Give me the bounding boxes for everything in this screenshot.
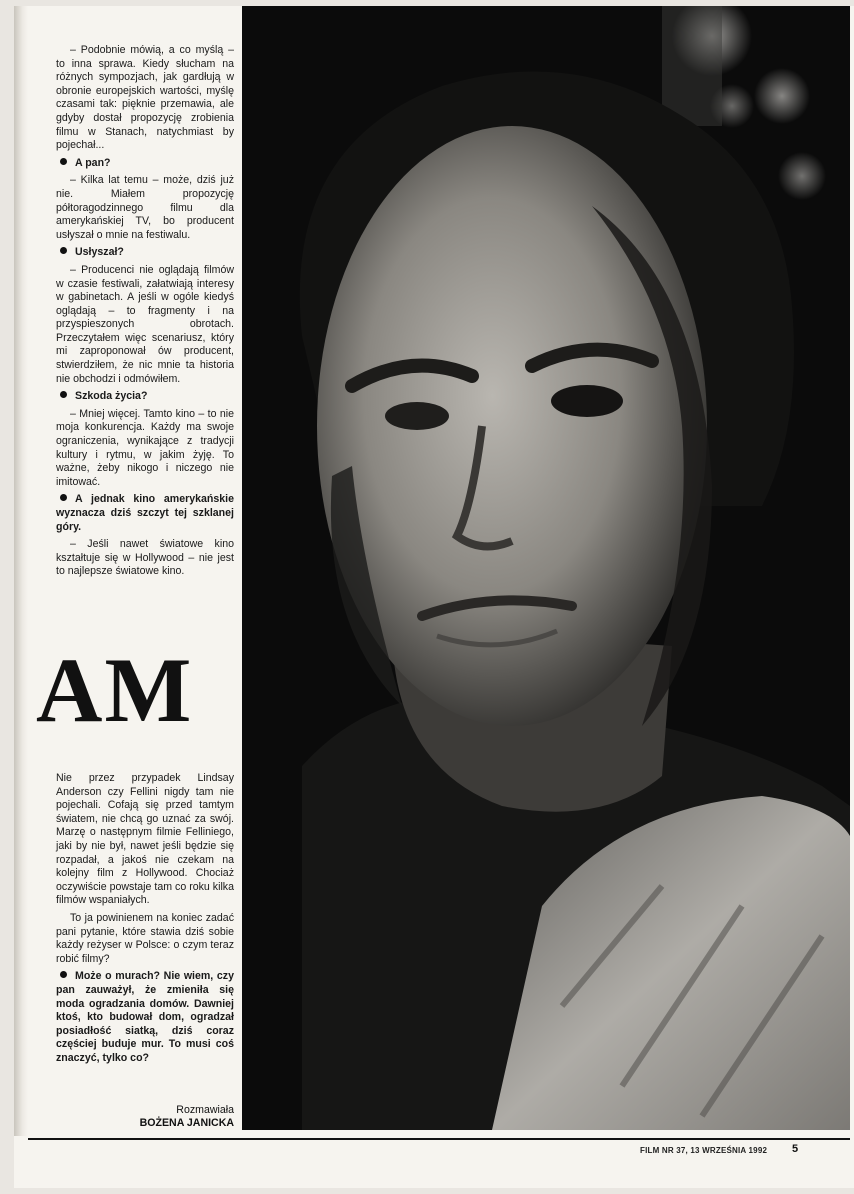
question-text: Szkoda życia? [75,390,148,403]
answer-paragraph: Nie przez przypadek Lindsay Anderson czy Fellini nigdy tam nie pojechali. Cofają się przed tamtym światem, nie chcą go uznać za swój. Marzę o następnym filmie Felliniego, jaki by nie był, nawet jeśli będzie się rozpadał, a jakoś nie czekam na kolejny film z Hollywood. Chociaż oczywiście powstaje tam co roku kilka filmów wspaniałych. [56,772,234,907]
question-paragraph [56,390,234,404]
question-paragraph [56,157,234,171]
answer-paragraph: – Podobnie mówią, a co myślą – to inna sprawa. Kiedy słucham na różnych sympozjach, jak gardłują w obronie europejskich wartości, myślę czasami tak: pięknie przemawia, ale gdyby dostał propozycję zrobienia filmu w Stanach, natychmiast by pojechał... [56,44,234,152]
portrait-photo [242,6,850,1130]
page-number: 5 [792,1143,799,1155]
page-spine-shadow [14,6,28,1136]
question-paragraph [56,970,234,1065]
bullet-icon [60,971,67,978]
answer-paragraph: – Jeśli nawet światowe kino kształtuje się w Hollywood – nie jest to najlepsze światowe kino. [56,538,234,578]
bullet-icon [60,247,67,254]
interview-column-top [56,44,234,583]
headline-fragment: AM [36,639,194,741]
bullet-icon [60,391,67,398]
question-text: A jednak kino amerykańskie wyznacza dziś szczyt tej szklanej góry. [56,493,234,533]
signature-name: BOŻENA JANICKA [139,1117,234,1129]
bullet-icon [60,158,67,165]
answer-paragraph: – Mniej więcej. Tamto kino – to nie moja konkurencja. Każdy ma swoje ograniczenia, wynikające z tradycji kultury i rytmu, w jakim żyję. To ważne, żeby nikogo i niczego nie imitować. [56,407,234,488]
answer-paragraph: To ja powinienem na koniec zadać pani pytanie, które stawia dziś sobie każdy reżyser w Polsce: o czym teraz robić filmy? [56,911,234,965]
interview-column-bottom [56,772,234,1069]
signature-label: Rozmawiała [176,1104,234,1116]
question-paragraph [56,493,234,534]
interviewer-signature [56,1104,234,1130]
issue-line: FILM NR 37, 13 WRZEŚNIA 1992 [640,1146,768,1155]
answer-paragraph: – Producenci nie oglądają filmów w czasie festiwali, załatwiają interesy w gabinetach. A jeśli w ogóle kiedyś oglądają – to fragmenty i na przyspieszonych obrotach. Przeczytałem więc scenariusz, który mi zaproponował ów producent, stwierdziłem, że nic mnie ta historia nie obchodzi i odmówiłem. [56,263,234,385]
question-text: Może o murach? Nie wiem, czy pan zauważył, że zmieniła się moda ogradzania domów. Dawniej ktoś, kto budował dom, ogradzał posiadłość siatką, dziś coraz częściej buduje mur. To musi coś znaczyć, tylko co? [56,970,234,1064]
footer-rule [28,1138,850,1140]
question-text: Usłyszał? [75,246,124,259]
bullet-icon [60,494,67,501]
portrait-illustration [242,6,850,1130]
question-paragraph [56,246,234,260]
answer-paragraph: – Kilka lat temu – może, dziś już nie. Miałem propozycję półtoragodzinnego filmu dla amerykańskiej TV, bo producent usłyszał o mnie na festiwalu. [56,174,234,241]
question-text: A pan? [75,156,111,169]
